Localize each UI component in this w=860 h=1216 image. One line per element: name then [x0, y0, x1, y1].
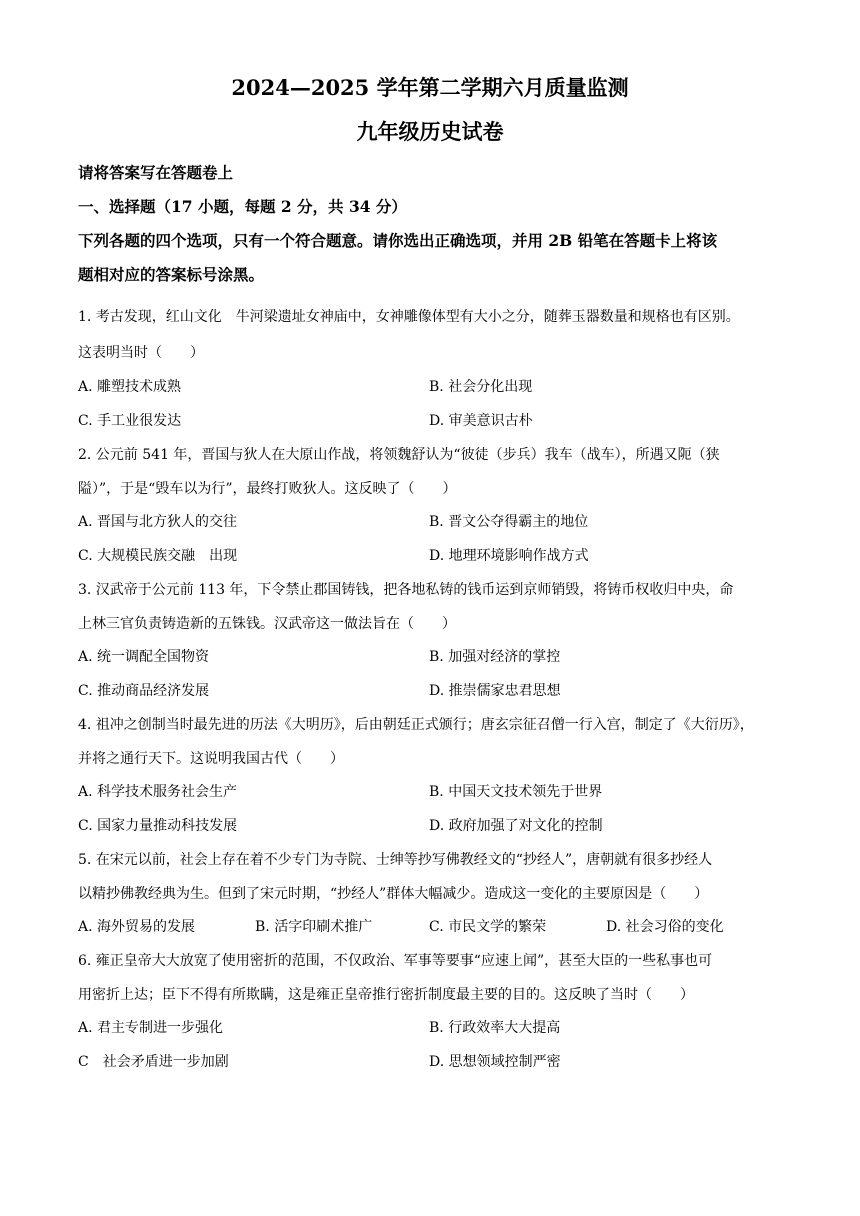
question-4-option-b[interactable]: B. 中国天文技术领先于世界 — [429, 784, 603, 800]
question-1-option-d[interactable]: D. 审美意识古朴 — [429, 413, 533, 429]
question-3-option-d[interactable]: D. 推崇儒家忠君思想 — [429, 683, 561, 699]
question-1-options-row-2 — [78, 404, 784, 438]
directions-line-1: 下列各题的四个选项，只有一个符合题意。请你选出正确选项，并用 2B 铅笔在答题卡上将该 — [78, 231, 718, 250]
question-5-option-b[interactable]: B. 活字印刷术推广 — [255, 919, 373, 935]
question-3-stem-line-1: 3. 汉武帝于公元前 113 年，下令禁止郡国铸钱，把各地私铸的钱币运到京师销毁，将铸币权收归中央，命 — [78, 582, 734, 598]
question-6-option-d[interactable]: D. 思想领域控制严密 — [429, 1054, 561, 1070]
question-4-options-row-1 — [78, 775, 784, 809]
question-6-options-row-2 — [78, 1045, 784, 1079]
section-title: 一、选择题（17 小题，每题 2 分，共 34 分） — [78, 197, 407, 216]
question-4-option-a[interactable]: A. 科学技术服务社会生产 — [78, 784, 238, 800]
question-3-options-row-2 — [78, 674, 784, 708]
question-6-option-c[interactable]: C 社会矛盾进一步加剧 — [78, 1054, 229, 1070]
question-3-option-c[interactable]: C. 推动商品经济发展 — [78, 683, 210, 699]
exam-subtitle: 九年级历史试卷 — [356, 119, 504, 144]
question-1-option-c[interactable]: C. 手工业很发达 — [78, 413, 182, 429]
question-2-stem-line-1: 2. 公元前 541 年，晋国与狄人在大原山作战，将领魏舒认为“彼徒（步兵）我车（战车），所遇又阨（狭 — [78, 447, 720, 463]
question-6-option-a[interactable]: A. 君主专制进一步强化 — [78, 1020, 224, 1036]
question-3-stem-line-2: 上林三官负责铸造新的五铢钱。汉武帝这一做法旨在（ ） — [78, 616, 456, 632]
question-5-stem-line-1: 5. 在宋元以前，社会上存在着不少专门为寺院、士绅等抄写佛教经文的“抄经人”，唐朝就有很多抄经人 — [78, 852, 713, 868]
question-5-option-c[interactable]: C. 市民文学的繁荣 — [429, 919, 547, 935]
question-1-option-a[interactable]: A. 雕塑技术成熟 — [78, 379, 182, 395]
directions-line-2: 题相对应的答案标号涂黑。 — [78, 265, 265, 284]
question-5-options-row — [78, 910, 784, 944]
answer-notice: 请将答案写在答题卷上 — [78, 163, 234, 182]
question-5-option-d[interactable]: D. 社会习俗的变化 — [606, 919, 724, 935]
question-4-stem-line-1: 4. 祖冲之创制当时最先进的历法《大明历》，后由朝廷正式颁行；唐玄宗征召僧一行入宫，制定了《大衍历》， — [78, 717, 754, 733]
question-1-option-b[interactable]: B. 社会分化出现 — [429, 379, 533, 395]
question-2-option-a[interactable]: A. 晋国与北方狄人的交往 — [78, 514, 238, 530]
question-4-stem-line-2: 并将之通行天下。这说明我国古代（ ） — [78, 751, 344, 767]
question-5-stem-line-2: 以精抄佛教经典为生。但到了宋元时期，“抄经人”群体大幅减少。造成这一变化的主要原因是（ ） — [78, 886, 709, 902]
question-6-stem-line-1: 6. 雍正皇帝大大放宽了使用密折的范围，不仅政治、军事等要事“应速上闻”，甚至大臣的一些私事也可 — [78, 953, 713, 969]
question-2-option-c[interactable]: C. 大规模民族交融 出现 — [78, 548, 238, 564]
question-1-stem-line-1: 1. 考古发现，红山文化 牛河梁遗址女神庙中，女神雕像体型有大小之分，随葬玉器数量和规格也有区别。 — [78, 309, 740, 325]
question-2-options-row-2 — [78, 539, 784, 573]
question-3-option-a[interactable]: A. 统一调配全国物资 — [78, 649, 210, 665]
question-4-option-d[interactable]: D. 政府加强了对文化的控制 — [429, 818, 603, 834]
question-1-options-row-1 — [78, 370, 784, 404]
question-6-options-row-1 — [78, 1011, 784, 1045]
question-4-options-row-2 — [78, 809, 784, 843]
question-2-options-row-1 — [78, 505, 784, 539]
question-2-option-d[interactable]: D. 地理环境影响作战方式 — [429, 548, 589, 564]
question-6-stem-line-2: 用密折上达；臣下不得有所欺瞒，这是雍正皇帝推行密折制度最主要的目的。这反映了当时（ ） — [78, 987, 694, 1003]
question-5-option-a[interactable]: A. 海外贸易的发展 — [78, 919, 196, 935]
question-4-option-c[interactable]: C. 国家力量推动科技发展 — [78, 818, 238, 834]
exam-title: 2024—2025 学年第二学期六月质量监测 — [231, 75, 629, 100]
question-2-stem-line-2: 隘）”，于是“毁车以为行”，最终打败狄人。这反映了（ ） — [78, 481, 457, 497]
question-2-option-b[interactable]: B. 晋文公夺得霸主的地位 — [429, 514, 589, 530]
question-1-stem-line-2: 这表明当时（ ） — [78, 345, 204, 361]
question-3-option-b[interactable]: B. 加强对经济的掌控 — [429, 649, 561, 665]
question-6-option-b[interactable]: B. 行政效率大大提高 — [429, 1020, 561, 1036]
question-3-options-row-1 — [78, 640, 784, 674]
